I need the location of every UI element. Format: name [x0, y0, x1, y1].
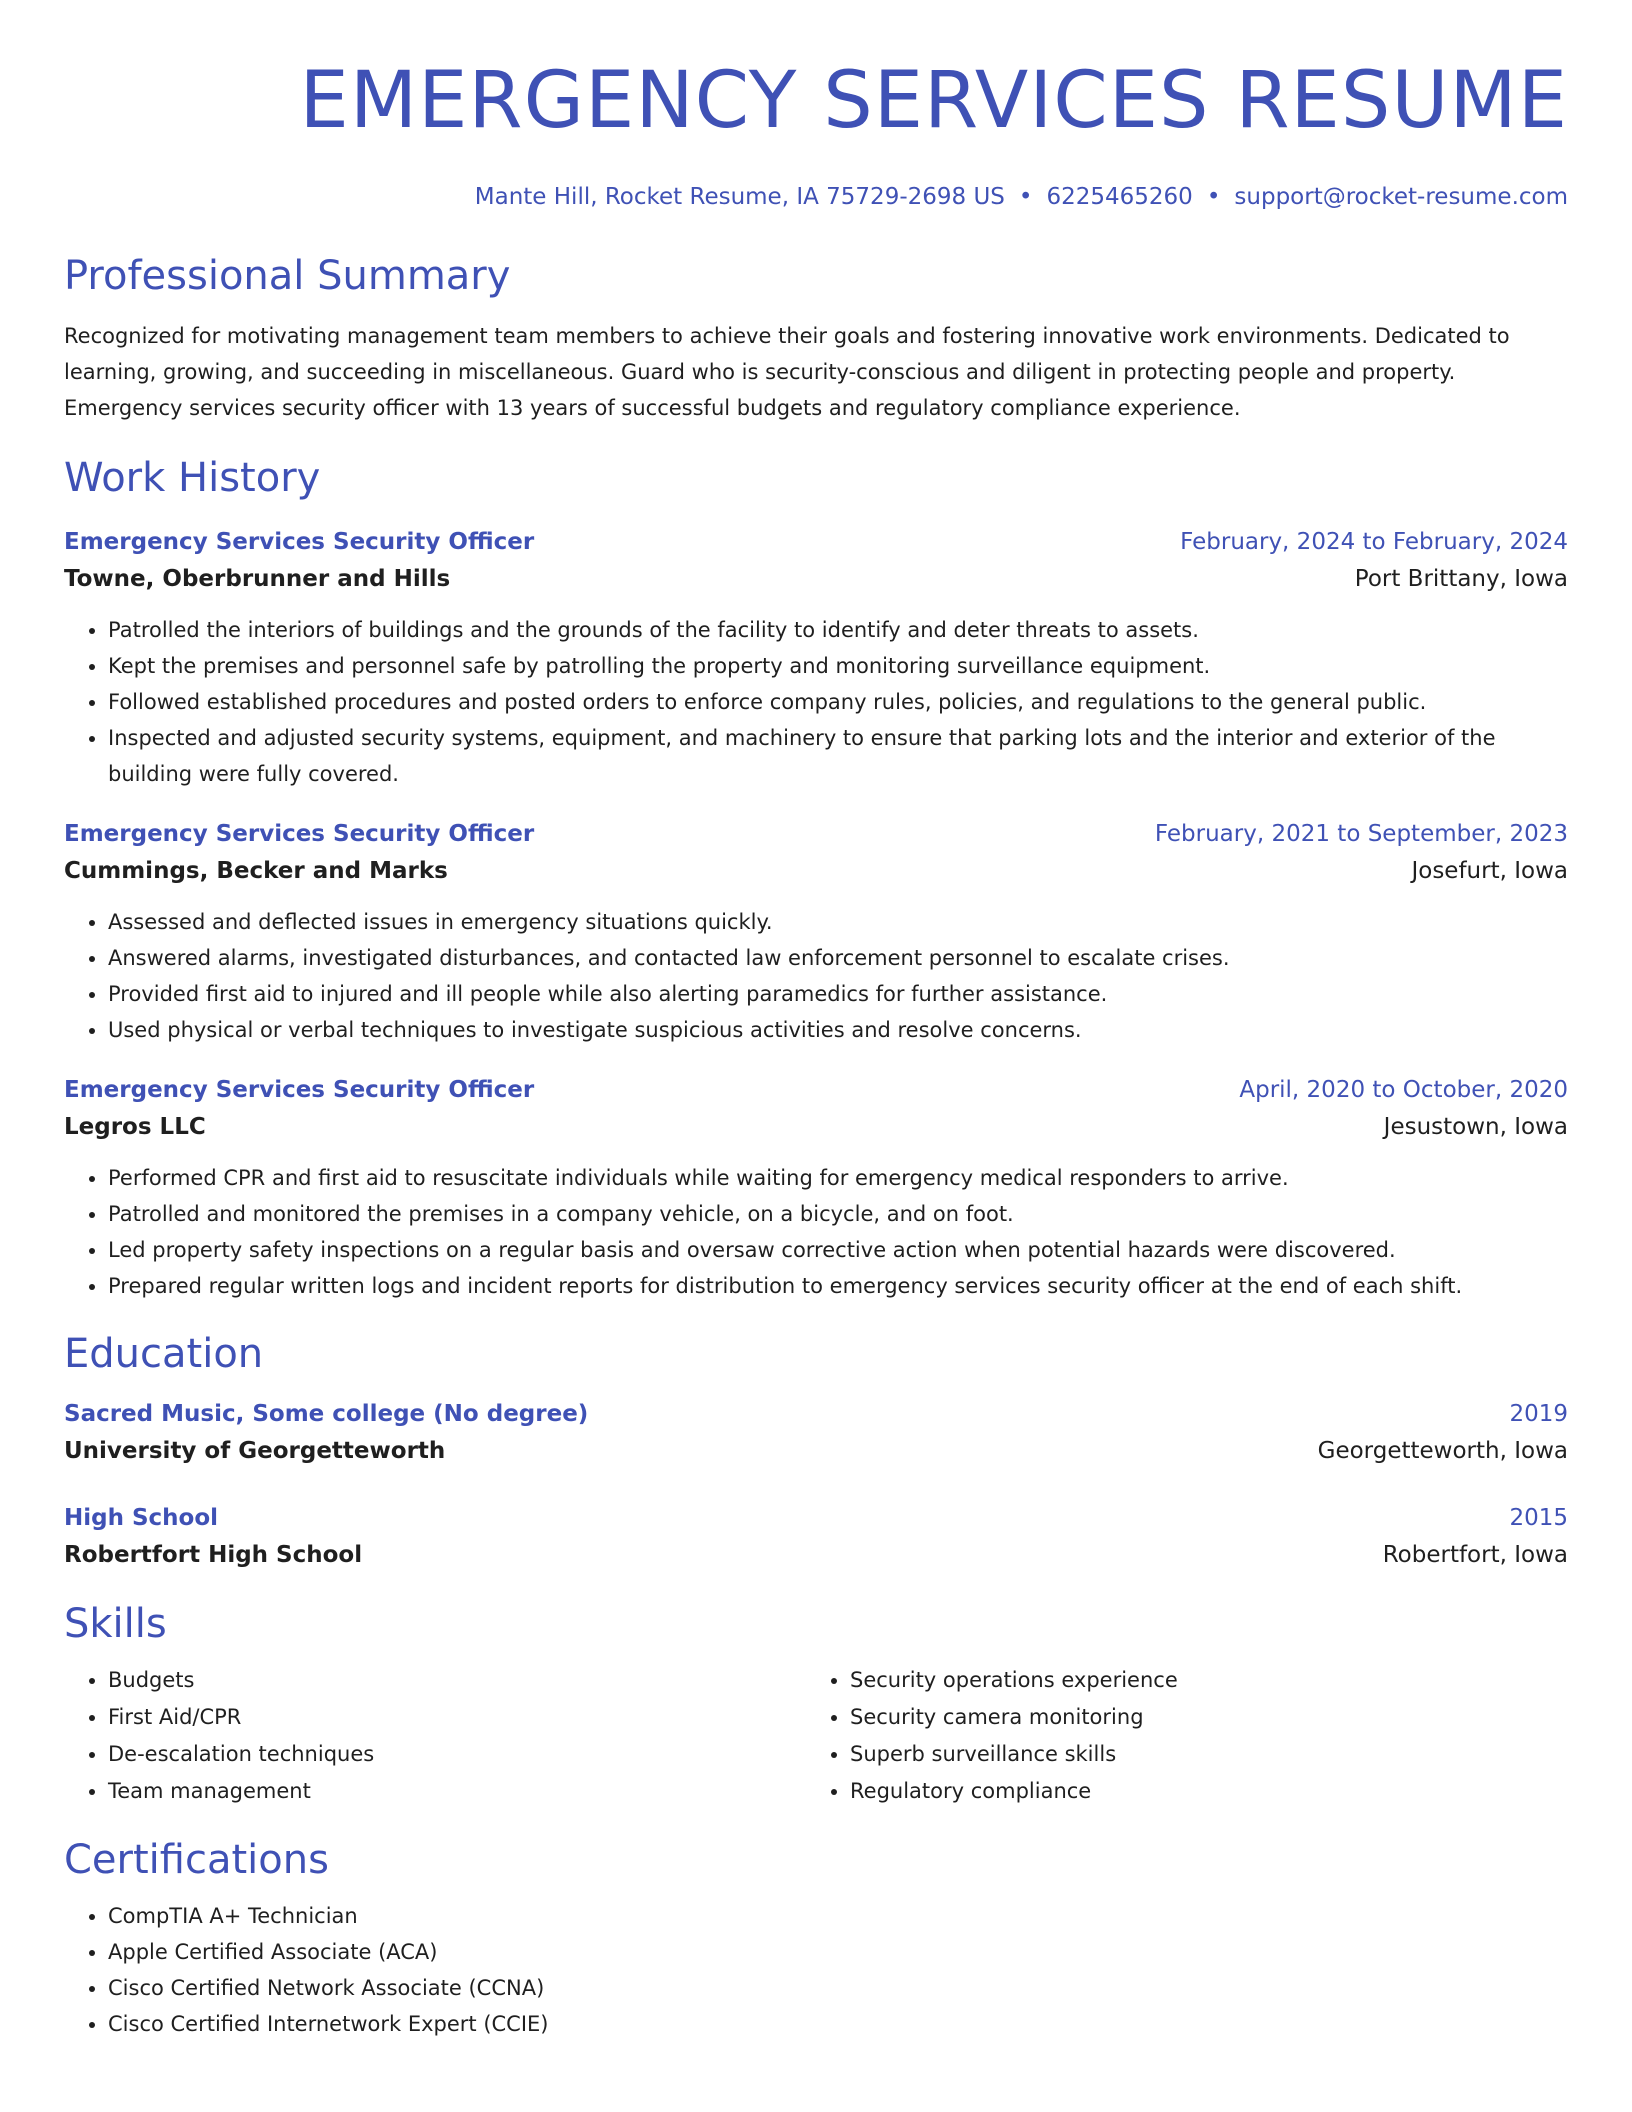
education-entry [64, 1500, 1568, 1574]
education-location: Robertfort, Iowa [1382, 1542, 1568, 1568]
job-duties-list [64, 1160, 1568, 1304]
work-history-heading: Work History [64, 455, 321, 501]
skills-list-right [806, 1662, 1548, 1810]
job-entry [64, 524, 1568, 792]
job-duty: • Answered alarms, investigated disturbances, and contacted law enforcement personnel to escalate crises. [108, 940, 1568, 976]
job-duty: • Assessed and deflected issues in emergency situations quickly. [108, 904, 1568, 940]
job-title: Emergency Services Security Officer [64, 529, 535, 555]
skill-item: • Budgets [108, 1662, 806, 1699]
job-duty: • Patrolled the interiors of buildings and the grounds of the facility to identify and deter threats to assets. [108, 612, 1568, 648]
contact-address: Mante Hill, Rocket Resume, IA 75729-2698 US [474, 184, 1005, 210]
education-year: 2015 [1509, 1505, 1568, 1531]
education-degree: High School [64, 1505, 219, 1531]
job-duties-list [64, 612, 1568, 792]
skills-list-left [64, 1662, 806, 1810]
job-duty: • Patrolled and monitored the premises in a company vehicle, on a bicycle, and on foot. [108, 1196, 1568, 1232]
job-duty: • Inspected and adjusted security systems, equipment, and machinery to ensure that parking lots and the interior and exterior of the building were fully covered. [108, 720, 1568, 792]
education-school: Robertfort High School [64, 1542, 363, 1568]
job-employer: Towne, Oberbrunner and Hills [64, 566, 451, 592]
contact-line [64, 184, 1568, 210]
education-year: 2019 [1509, 1401, 1568, 1427]
job-location: Jesustown, Iowa [1383, 1114, 1568, 1140]
skill-item: • Team management [108, 1773, 806, 1810]
job-duty: • Performed CPR and first aid to resuscitate individuals while waiting for emergency medical responders to arrive. [108, 1160, 1568, 1196]
job-dates: April, 2020 to October, 2020 [1239, 1077, 1568, 1103]
job-location: Josefurt, Iowa [1411, 858, 1568, 884]
contact-separator: • [1206, 184, 1221, 210]
contact-phone[interactable]: 6225465260 [1046, 184, 1193, 210]
job-duty: • Provided first aid to injured and ill people while also alerting paramedics for further assistance. [108, 976, 1568, 1012]
job-entry [64, 1072, 1568, 1304]
summary-heading: Professional Summary [64, 253, 511, 299]
skill-item: • Regulatory compliance [850, 1773, 1548, 1810]
job-duty: • Led property safety inspections on a regular basis and oversaw corrective action when potential hazards were discovered. [108, 1232, 1568, 1268]
job-title: Emergency Services Security Officer [64, 1077, 535, 1103]
job-duty: • Used physical or verbal techniques to investigate suspicious activities and resolve concerns. [108, 1012, 1568, 1048]
certification-item: • CompTIA A+ Technician [108, 1898, 1568, 1934]
skill-item: • First Aid/CPR [108, 1699, 806, 1736]
education-location: Georgetteworth, Iowa [1317, 1438, 1568, 1464]
summary-text: Recognized for motivating management team members to achieve their goals and fostering innovative work environments. Dedicated to learning, growing, and succeeding in miscellaneous. Guard who is security-conscious and diligent in protecting people and property. Emergency services security officer with 13 years of successful budgets and regulatory compliance experience. [64, 324, 1510, 420]
skill-item: • Security camera monitoring [850, 1699, 1548, 1736]
skills-grid [64, 1662, 1568, 1810]
job-duty: • Prepared regular written logs and incident reports for distribution to emergency services security officer at the end of each shift. [108, 1268, 1568, 1304]
job-employer: Legros LLC [64, 1114, 206, 1140]
certifications-heading: Certifications [64, 1837, 329, 1883]
job-dates: February, 2024 to February, 2024 [1180, 529, 1568, 555]
education-school: University of Georgetteworth [64, 1438, 446, 1464]
skill-item: • De-escalation techniques [108, 1736, 806, 1773]
contact-separator: • [1018, 184, 1033, 210]
job-dates: February, 2021 to September, 2023 [1154, 821, 1568, 847]
education-heading: Education [64, 1331, 264, 1377]
resume-page [64, 0, 1568, 2042]
job-location: Port Brittany, Iowa [1354, 566, 1568, 592]
job-employer: Cummings, Becker and Marks [64, 858, 448, 884]
certification-item: • Apple Certified Associate (ACA) [108, 1934, 1568, 1970]
job-duty: • Followed established procedures and posted orders to enforce company rules, policies, and regulations to the general public. [108, 684, 1568, 720]
job-duties-list [64, 904, 1568, 1048]
skills-heading: Skills [64, 1601, 167, 1647]
skill-item: • Superb surveillance skills [850, 1736, 1548, 1773]
contact-email[interactable]: support@rocket-resume.com [1234, 184, 1568, 210]
certification-item: • Cisco Certified Internetwork Expert (CCIE) [108, 2006, 1568, 2042]
certifications-list [64, 1898, 1568, 2042]
job-duty: • Kept the premises and personnel safe by patrolling the property and monitoring surveillance equipment. [108, 648, 1568, 684]
resume-title: EMERGENCY SERVICES RESUME [299, 56, 1568, 146]
education-entry [64, 1396, 1568, 1470]
job-title: Emergency Services Security Officer [64, 821, 535, 847]
job-entry [64, 816, 1568, 1048]
certification-item: • Cisco Certified Network Associate (CCNA) [108, 1970, 1568, 2006]
education-degree: Sacred Music, Some college (No degree) [64, 1401, 589, 1427]
skill-item: • Security operations experience [850, 1662, 1548, 1699]
